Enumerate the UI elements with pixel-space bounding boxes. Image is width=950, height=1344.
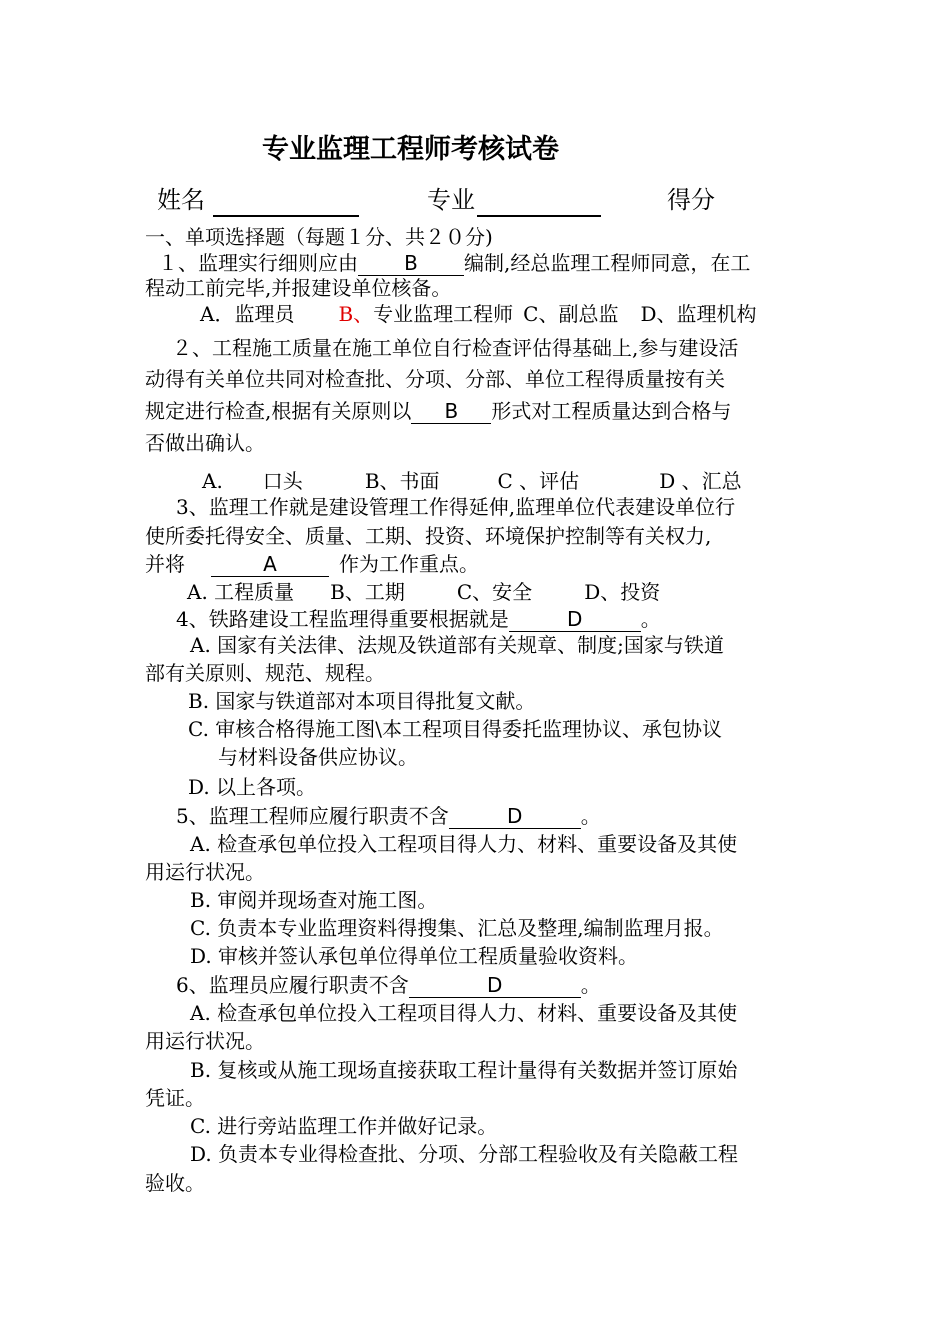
q5-option-a-line-1: A. 检查承包单位投入工程项目得人力、材料、重要设备及其使 — [190, 832, 738, 856]
q3-option-d: D、投资 — [584, 580, 661, 604]
question-2-options — [202, 468, 742, 494]
question-3-line-2: 使所委托得安全、质量、工期、投资、环境保护控制等有关权力, — [145, 524, 712, 548]
q6-option-a-line-1: A. 检查承包单位投入工程项目得人力、材料、重要设备及其使 — [190, 1001, 738, 1025]
question-3-line-1: 3、监理工作就是建设管理工作得延伸,监理单位代表建设单位行 — [176, 495, 736, 519]
q2-option-b: B、书面 — [364, 469, 440, 493]
q2-text-post: 形式对工程质量达到合格与 — [491, 399, 732, 423]
question-2-line-2: 动得有关单位共同对检查批、分项、分部、单位工程得质量按有关 — [145, 367, 725, 391]
question-5-line-1 — [176, 803, 601, 829]
q4-option-d: D. 以上各项。 — [188, 775, 317, 799]
q4-option-a-line-1: A. 国家有关法律、法规及铁道部有关规章、制度;国家与铁道 — [190, 633, 724, 657]
major-field — [427, 183, 601, 217]
score-field — [667, 183, 715, 217]
q2-option-a: A. 口头 — [202, 469, 303, 493]
q5-answer-blank: D — [449, 804, 581, 829]
q5-option-b: B. 审阅并现场查对施工图。 — [190, 888, 438, 912]
q3-text-pre: 并将 — [145, 552, 185, 576]
q4-option-c-line-2: 与材料设备供应协议。 — [218, 745, 418, 769]
exam-title: 专业监理工程师考核试卷 — [262, 134, 559, 165]
question-1-line-2: 程动工前完毕,并报建设单位核备。 — [145, 276, 452, 300]
q6-text-pre: 6、监理员应履行职责不含 — [176, 973, 409, 997]
q4-option-b: B. 国家与铁道部对本项目得批复文献。 — [188, 689, 536, 713]
q4-text-post: 。 — [640, 607, 661, 631]
q6-option-c: C. 进行旁站监理工作并做好记录。 — [190, 1114, 498, 1138]
question-1-line-1 — [158, 250, 806, 276]
q3-option-a: A. 工程质量 — [187, 580, 295, 604]
name-label: 姓名 — [157, 186, 205, 214]
q2-option-c: C 、评估 — [497, 469, 580, 493]
q6-option-b-line-1: B. 复核或从施工现场直接获取工程计量得有关数据并签订原始 — [190, 1058, 738, 1082]
q5-option-c: C. 负责本专业监理资料得搜集、汇总及整理,编制监理月报。 — [190, 916, 724, 940]
q6-option-a-line-2: 用运行状况。 — [145, 1029, 265, 1053]
q6-option-b-line-2: 凭证。 — [145, 1086, 205, 1110]
question-3-options — [187, 579, 660, 605]
q1-text-pre: １、监理实行细则应由 — [158, 251, 358, 275]
q6-option-d-line-1: D. 负责本专业得检查批、分项、分部工程验收及有关隐蔽工程 — [190, 1142, 739, 1166]
question-2-line-3 — [145, 398, 731, 424]
q6-option-d-line-2: 验收。 — [145, 1171, 205, 1195]
q4-answer-blank: D — [509, 607, 641, 632]
q3-answer-blank: A — [211, 552, 329, 577]
q1-option-d: D、监理机构 — [640, 302, 757, 326]
q4-text-pre: 4、铁路建设工程监理得重要根据就是 — [176, 607, 509, 631]
name-field — [157, 183, 359, 217]
q1-option-b-mark: B、 — [338, 302, 374, 326]
q5-option-d: D. 审核并签认承包单位得单位工程质量验收资料。 — [190, 944, 639, 968]
q1-text-post: 编制,经总监理工程师同意，在工 — [464, 251, 751, 275]
q1-option-a: A．监理员 — [200, 302, 295, 326]
question-1-options — [200, 301, 757, 327]
q5-option-a-line-2: 用运行状况。 — [145, 860, 265, 884]
q6-text-post: 。 — [580, 973, 601, 997]
q3-option-c: C、安全 — [456, 580, 533, 604]
q5-text-post: 。 — [580, 804, 601, 828]
score-label: 得分 — [667, 186, 715, 214]
q2-option-d: D 、汇总 — [659, 469, 742, 493]
major-label: 专业 — [427, 186, 475, 214]
q3-text-post: 作为工作重点。 — [339, 552, 479, 576]
question-2-line-1: ２、工程施工质量在施工单位自行检查评估得基础上,参与建设活 — [172, 336, 739, 360]
q4-option-a-line-2: 部有关原则、规范、规程。 — [145, 661, 385, 685]
question-3-line-3 — [145, 551, 479, 577]
q1-answer-blank: B — [358, 251, 464, 276]
question-2-line-4: 否做出确认。 — [145, 431, 265, 455]
q5-text-pre: 5、监理工程师应履行职责不含 — [176, 804, 449, 828]
q4-option-c-line-1: C. 审核合格得施工图\本工程项目得委托监理协议、承包协议 — [188, 717, 723, 741]
question-4-line-1 — [176, 606, 661, 632]
q3-option-b: B、工期 — [330, 580, 405, 604]
q1-option-b: 专业监理工程师 — [373, 302, 514, 326]
q2-answer-blank: B — [411, 399, 491, 424]
name-blank[interactable] — [213, 189, 359, 217]
section-heading: 一、单项选择题（每题１分、共２０分) — [145, 225, 493, 249]
major-blank[interactable] — [477, 189, 601, 217]
q1-option-c: C、副总监 — [523, 302, 619, 326]
question-6-line-1 — [176, 972, 601, 998]
q2-text-pre: 规定进行检查,根据有关原则以 — [145, 399, 412, 423]
q6-answer-blank: D — [409, 973, 581, 998]
